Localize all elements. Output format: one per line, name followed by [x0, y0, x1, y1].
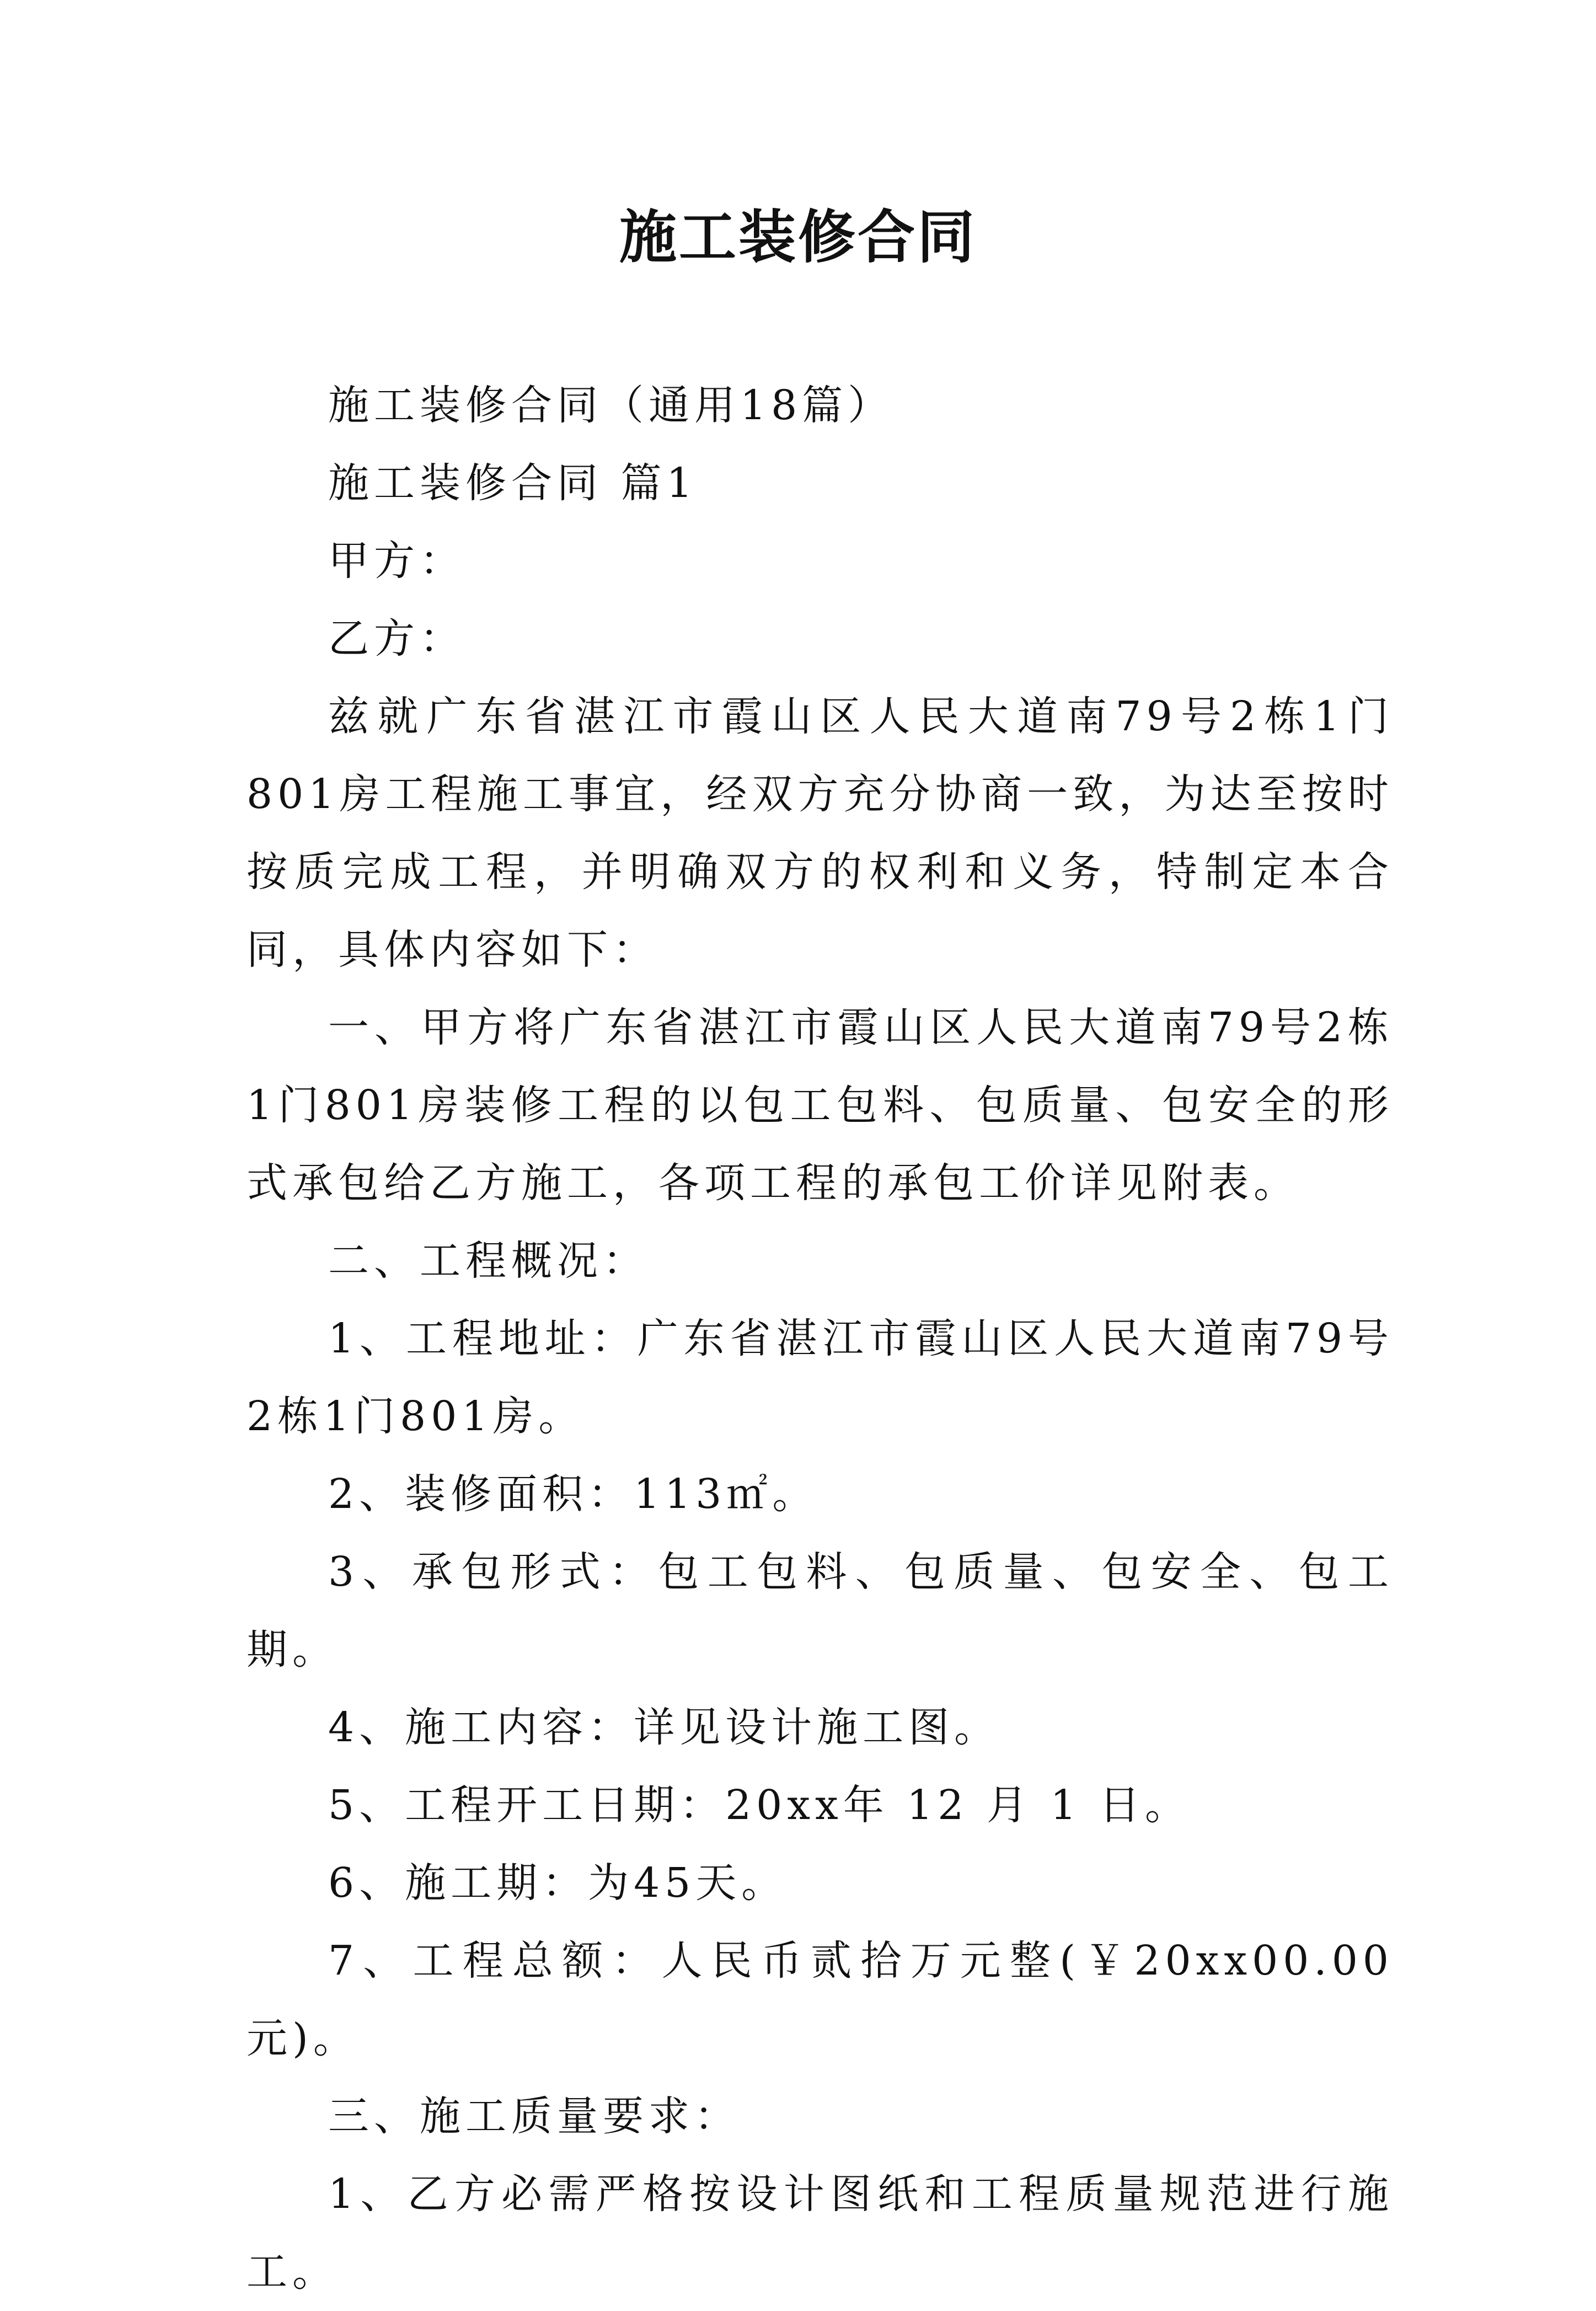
paragraph-clause-3-heading: 三、施工质量要求： — [328, 2093, 740, 2140]
paragraph-item-area: 2、装修面积：113㎡。 — [328, 1470, 818, 1518]
document-title: 施工装修合同 — [619, 203, 977, 271]
paragraph-party-a: 甲方： — [328, 537, 465, 585]
paragraph-item-address: 1、工程地址：广东省湛江市霞山区人民大道南79号2栋1门801房。 — [247, 1315, 1394, 1440]
paragraph-item-total: 7、工程总额：人民币贰拾万元整(￥20xx00.00元)。 — [247, 1937, 1394, 2062]
paragraph-item-start-date: 5、工程开工日期：20xx年 12 月 1 日。 — [328, 1782, 1191, 1829]
paragraph-item-contract-form: 3、承包形式：包工包料、包质量、包安全、包工期。 — [247, 1548, 1394, 1673]
paragraph-preamble: 兹就广东省湛江市霞山区人民大道南79号2栋1门801房工程施工事宜，经双方充分协商一致，为达至按时按质完成工程，并明确双方的权利和义务，特制定本合同，具体内容如下： — [247, 693, 1394, 973]
paragraph-section-heading: 施工装修合同 篇1 — [328, 459, 698, 507]
paragraph-subtitle: 施工装修合同（通用18篇） — [328, 382, 894, 429]
paragraph-clause-2-heading: 二、工程概况： — [328, 1237, 649, 1285]
document-body — [247, 367, 1394, 2311]
paragraph-item-content: 4、施工内容：详见设计施工图。 — [328, 1704, 1000, 1751]
paragraph-item-duration: 6、施工期：为45天。 — [328, 1859, 788, 1907]
paragraph-clause-1: 一、甲方将广东省湛江市霞山区人民大道南79号2栋1门801房装修工程的以包工包料、包质量、包安全的形式承包给乙方施工，各项工程的承包工价详见附表。 — [247, 1004, 1394, 1207]
paragraph-party-b: 乙方： — [328, 615, 465, 662]
paragraph-quality-item-1: 1、乙方必需严格按设计图纸和工程质量规范进行施工。 — [247, 2170, 1394, 2296]
